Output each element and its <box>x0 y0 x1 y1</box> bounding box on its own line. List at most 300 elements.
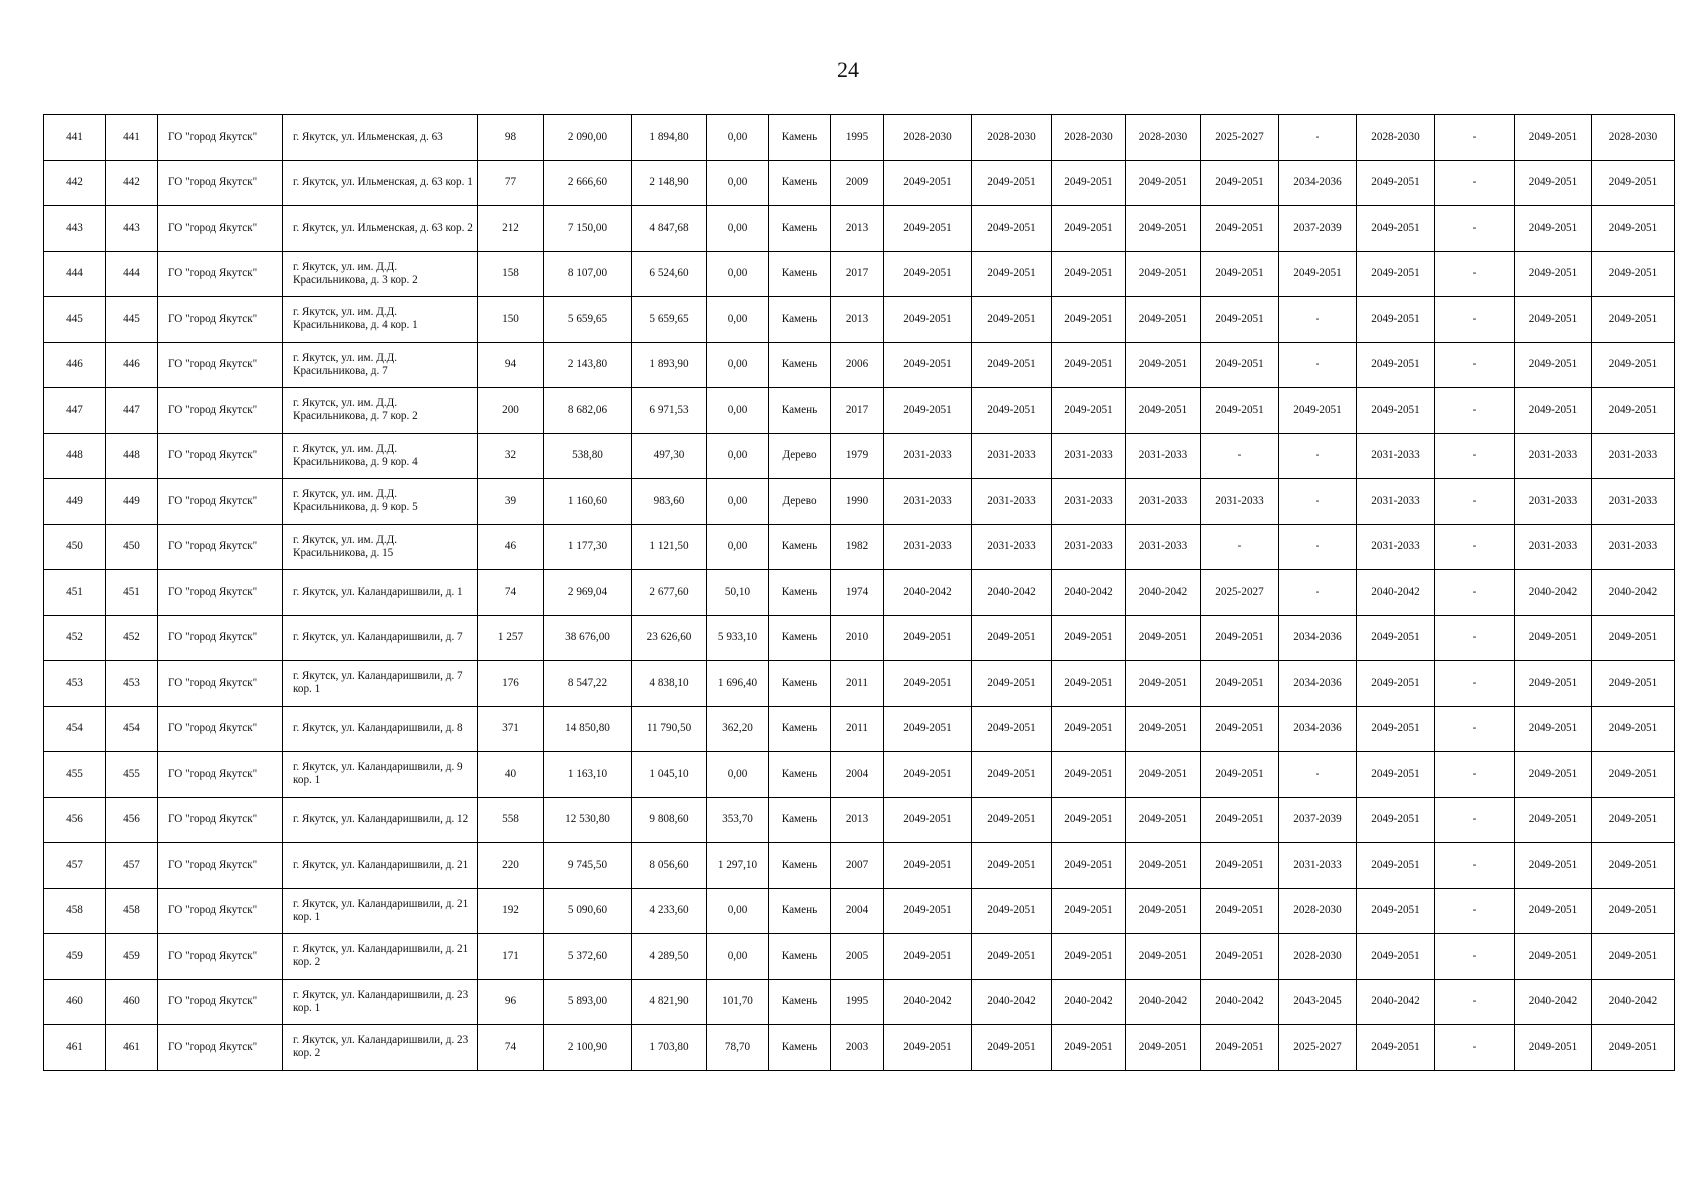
cell-repair-period-2: 2049-2051 <box>972 843 1052 889</box>
cell-residential-area: 983,60 <box>632 479 707 525</box>
cell-register-number: 455 <box>106 752 158 798</box>
cell-repair-period-9: 2049-2051 <box>1515 888 1592 934</box>
cell-residents: 32 <box>478 433 544 479</box>
cell-municipality: ГО "город Якутск" <box>158 888 283 934</box>
cell-residential-area: 4 233,60 <box>632 888 707 934</box>
table-row <box>44 433 1675 479</box>
cell-repair-period-2: 2028-2030 <box>972 115 1052 161</box>
cell-repair-period-9: 2049-2051 <box>1515 843 1592 889</box>
cell-nonresidential-area: 0,00 <box>707 160 769 206</box>
cell-repair-period-6: 2034-2036 <box>1279 160 1357 206</box>
cell-row-number: 459 <box>44 934 106 980</box>
cell-repair-period-4: 2049-2051 <box>1126 797 1201 843</box>
cell-row-number: 446 <box>44 342 106 388</box>
cell-repair-period-6: 2028-2030 <box>1279 934 1357 980</box>
cell-repair-period-9: 2040-2042 <box>1515 979 1592 1025</box>
cell-wall-material: Дерево <box>769 433 831 479</box>
cell-repair-period-9: 2049-2051 <box>1515 934 1592 980</box>
cell-repair-period-5: 2049-2051 <box>1201 297 1279 343</box>
cell-repair-period-9: 2049-2051 <box>1515 342 1592 388</box>
cell-repair-period-4: 2049-2051 <box>1126 706 1201 752</box>
cell-repair-period-8: - <box>1435 979 1515 1025</box>
cell-residents: 158 <box>478 251 544 297</box>
cell-repair-period-5: 2049-2051 <box>1201 706 1279 752</box>
cell-wall-material: Камень <box>769 388 831 434</box>
cell-repair-period-1: 2049-2051 <box>884 251 972 297</box>
cell-repair-period-10: 2031-2033 <box>1592 479 1675 525</box>
cell-register-number: 459 <box>106 934 158 980</box>
cell-nonresidential-area: 0,00 <box>707 524 769 570</box>
table-row <box>44 1025 1675 1071</box>
cell-repair-period-3: 2049-2051 <box>1052 706 1126 752</box>
cell-repair-period-3: 2028-2030 <box>1052 115 1126 161</box>
cell-address: г. Якутск, ул. Каландаришвили, д. 21 кор. 1 <box>283 888 478 934</box>
cell-repair-period-3: 2049-2051 <box>1052 297 1126 343</box>
cell-repair-period-6: - <box>1279 297 1357 343</box>
cell-repair-period-1: 2031-2033 <box>884 433 972 479</box>
cell-nonresidential-area: 50,10 <box>707 570 769 616</box>
cell-repair-period-1: 2049-2051 <box>884 843 972 889</box>
cell-repair-period-10: 2049-2051 <box>1592 297 1675 343</box>
cell-address: г. Якутск, ул. Ильменская, д. 63 кор. 2 <box>283 206 478 252</box>
cell-repair-period-2: 2049-2051 <box>972 706 1052 752</box>
cell-address: г. Якутск, ул. Каландаришвили, д. 23 кор. 2 <box>283 1025 478 1071</box>
cell-repair-period-6: 2034-2036 <box>1279 706 1357 752</box>
cell-address: г. Якутск, ул. Каландаришвили, д. 7 кор. 1 <box>283 661 478 707</box>
cell-repair-period-2: 2049-2051 <box>972 797 1052 843</box>
cell-repair-period-1: 2049-2051 <box>884 388 972 434</box>
cell-wall-material: Камень <box>769 342 831 388</box>
cell-repair-period-2: 2040-2042 <box>972 979 1052 1025</box>
cell-total-area: 9 745,50 <box>544 843 632 889</box>
cell-total-area: 8 682,06 <box>544 388 632 434</box>
cell-repair-period-1: 2049-2051 <box>884 342 972 388</box>
cell-build-year: 2004 <box>831 752 884 798</box>
cell-repair-period-7: 2049-2051 <box>1357 706 1435 752</box>
cell-wall-material: Камень <box>769 706 831 752</box>
cell-repair-period-8: - <box>1435 843 1515 889</box>
cell-repair-period-4: 2049-2051 <box>1126 1025 1201 1071</box>
cell-repair-period-5: 2049-2051 <box>1201 342 1279 388</box>
cell-residents: 150 <box>478 297 544 343</box>
cell-residential-area: 1 894,80 <box>632 115 707 161</box>
page-number: 24 <box>837 57 859 82</box>
cell-repair-period-4: 2031-2033 <box>1126 479 1201 525</box>
cell-residential-area: 1 121,50 <box>632 524 707 570</box>
cell-municipality: ГО "город Якутск" <box>158 160 283 206</box>
cell-build-year: 2017 <box>831 251 884 297</box>
cell-repair-period-7: 2049-2051 <box>1357 752 1435 798</box>
cell-repair-period-1: 2049-2051 <box>884 706 972 752</box>
cell-repair-period-10: 2049-2051 <box>1592 888 1675 934</box>
cell-nonresidential-area: 0,00 <box>707 888 769 934</box>
cell-municipality: ГО "город Якутск" <box>158 661 283 707</box>
cell-repair-period-9: 2049-2051 <box>1515 615 1592 661</box>
table-row <box>44 661 1675 707</box>
cell-residents: 74 <box>478 570 544 616</box>
cell-repair-period-7: 2031-2033 <box>1357 433 1435 479</box>
cell-row-number: 460 <box>44 979 106 1025</box>
cell-repair-period-3: 2040-2042 <box>1052 979 1126 1025</box>
cell-repair-period-3: 2049-2051 <box>1052 888 1126 934</box>
cell-residents: 40 <box>478 752 544 798</box>
cell-wall-material: Камень <box>769 752 831 798</box>
cell-row-number: 451 <box>44 570 106 616</box>
cell-total-area: 5 372,60 <box>544 934 632 980</box>
cell-municipality: ГО "город Якутск" <box>158 206 283 252</box>
cell-address: г. Якутск, ул. им. Д.Д. Красильникова, д. 7 кор. 2 <box>283 388 478 434</box>
cell-residents: 98 <box>478 115 544 161</box>
table-row <box>44 934 1675 980</box>
cell-total-area: 2 090,00 <box>544 115 632 161</box>
cell-residents: 77 <box>478 160 544 206</box>
cell-repair-period-9: 2049-2051 <box>1515 160 1592 206</box>
cell-build-year: 2009 <box>831 160 884 206</box>
cell-register-number: 444 <box>106 251 158 297</box>
cell-register-number: 457 <box>106 843 158 889</box>
cell-build-year: 2013 <box>831 206 884 252</box>
cell-register-number: 452 <box>106 615 158 661</box>
cell-repair-period-8: - <box>1435 888 1515 934</box>
cell-residential-area: 9 808,60 <box>632 797 707 843</box>
cell-build-year: 2007 <box>831 843 884 889</box>
cell-repair-period-7: 2031-2033 <box>1357 479 1435 525</box>
cell-repair-period-7: 2049-2051 <box>1357 934 1435 980</box>
cell-repair-period-9: 2049-2051 <box>1515 752 1592 798</box>
cell-municipality: ГО "город Якутск" <box>158 297 283 343</box>
cell-repair-period-3: 2049-2051 <box>1052 206 1126 252</box>
cell-repair-period-7: 2049-2051 <box>1357 888 1435 934</box>
cell-repair-period-7: 2049-2051 <box>1357 1025 1435 1071</box>
cell-total-area: 5 659,65 <box>544 297 632 343</box>
cell-residents: 74 <box>478 1025 544 1071</box>
cell-repair-period-5: 2031-2033 <box>1201 479 1279 525</box>
cell-repair-period-4: 2049-2051 <box>1126 752 1201 798</box>
cell-repair-period-6: - <box>1279 570 1357 616</box>
cell-repair-period-5: - <box>1201 433 1279 479</box>
cell-residents: 1 257 <box>478 615 544 661</box>
cell-nonresidential-area: 1 297,10 <box>707 843 769 889</box>
cell-row-number: 448 <box>44 433 106 479</box>
cell-nonresidential-area: 0,00 <box>707 934 769 980</box>
table-row <box>44 979 1675 1025</box>
cell-municipality: ГО "город Якутск" <box>158 479 283 525</box>
cell-repair-period-3: 2049-2051 <box>1052 661 1126 707</box>
cell-repair-period-1: 2049-2051 <box>884 1025 972 1071</box>
cell-repair-period-9: 2031-2033 <box>1515 433 1592 479</box>
cell-repair-period-3: 2049-2051 <box>1052 752 1126 798</box>
cell-address: г. Якутск, ул. Каландаришвили, д. 21 кор. 2 <box>283 934 478 980</box>
cell-repair-period-3: 2049-2051 <box>1052 342 1126 388</box>
cell-repair-period-9: 2049-2051 <box>1515 661 1592 707</box>
cell-wall-material: Камень <box>769 797 831 843</box>
table-row <box>44 115 1675 161</box>
cell-wall-material: Камень <box>769 661 831 707</box>
cell-nonresidential-area: 0,00 <box>707 433 769 479</box>
cell-municipality: ГО "город Якутск" <box>158 752 283 798</box>
cell-repair-period-8: - <box>1435 206 1515 252</box>
cell-register-number: 460 <box>106 979 158 1025</box>
cell-residents: 39 <box>478 479 544 525</box>
cell-address: г. Якутск, ул. Каландаришвили, д. 12 <box>283 797 478 843</box>
cell-repair-period-3: 2049-2051 <box>1052 934 1126 980</box>
cell-repair-period-4: 2049-2051 <box>1126 297 1201 343</box>
cell-repair-period-2: 2049-2051 <box>972 1025 1052 1071</box>
cell-row-number: 441 <box>44 115 106 161</box>
cell-repair-period-8: - <box>1435 797 1515 843</box>
cell-residential-area: 1 703,80 <box>632 1025 707 1071</box>
cell-residential-area: 1 045,10 <box>632 752 707 798</box>
cell-row-number: 461 <box>44 1025 106 1071</box>
cell-repair-period-2: 2049-2051 <box>972 888 1052 934</box>
cell-address: г. Якутск, ул. им. Д.Д. Красильникова, д. 4 кор. 1 <box>283 297 478 343</box>
cell-repair-period-7: 2049-2051 <box>1357 297 1435 343</box>
table-row <box>44 160 1675 206</box>
cell-residents: 46 <box>478 524 544 570</box>
cell-repair-period-10: 2049-2051 <box>1592 206 1675 252</box>
cell-total-area: 538,80 <box>544 433 632 479</box>
cell-nonresidential-area: 353,70 <box>707 797 769 843</box>
cell-repair-period-7: 2049-2051 <box>1357 843 1435 889</box>
cell-repair-period-10: 2049-2051 <box>1592 797 1675 843</box>
cell-total-area: 5 090,60 <box>544 888 632 934</box>
cell-repair-period-5: 2049-2051 <box>1201 388 1279 434</box>
cell-repair-period-10: 2049-2051 <box>1592 251 1675 297</box>
cell-row-number: 458 <box>44 888 106 934</box>
cell-repair-period-3: 2049-2051 <box>1052 615 1126 661</box>
cell-repair-period-7: 2049-2051 <box>1357 388 1435 434</box>
cell-repair-period-9: 2040-2042 <box>1515 570 1592 616</box>
cell-repair-period-8: - <box>1435 570 1515 616</box>
cell-wall-material: Камень <box>769 297 831 343</box>
cell-wall-material: Камень <box>769 1025 831 1071</box>
cell-wall-material: Камень <box>769 888 831 934</box>
cell-register-number: 442 <box>106 160 158 206</box>
cell-residents: 220 <box>478 843 544 889</box>
cell-repair-period-8: - <box>1435 160 1515 206</box>
cell-row-number: 444 <box>44 251 106 297</box>
cell-municipality: ГО "город Якутск" <box>158 934 283 980</box>
cell-repair-period-10: 2049-2051 <box>1592 752 1675 798</box>
cell-nonresidential-area: 0,00 <box>707 115 769 161</box>
cell-repair-period-9: 2049-2051 <box>1515 706 1592 752</box>
cell-repair-period-9: 2049-2051 <box>1515 115 1592 161</box>
cell-address: г. Якутск, ул. Ильменская, д. 63 <box>283 115 478 161</box>
cell-repair-period-1: 2049-2051 <box>884 661 972 707</box>
cell-repair-period-10: 2040-2042 <box>1592 979 1675 1025</box>
cell-repair-period-8: - <box>1435 433 1515 479</box>
cell-repair-period-9: 2031-2033 <box>1515 479 1592 525</box>
cell-repair-period-6: - <box>1279 752 1357 798</box>
cell-repair-period-2: 2049-2051 <box>972 206 1052 252</box>
cell-repair-period-4: 2049-2051 <box>1126 388 1201 434</box>
cell-repair-period-1: 2049-2051 <box>884 160 972 206</box>
cell-address: г. Якутск, ул. Каландаришвили, д. 1 <box>283 570 478 616</box>
cell-nonresidential-area: 101,70 <box>707 979 769 1025</box>
cell-repair-period-9: 2049-2051 <box>1515 297 1592 343</box>
cell-wall-material: Камень <box>769 115 831 161</box>
cell-repair-period-6: - <box>1279 115 1357 161</box>
cell-repair-period-1: 2049-2051 <box>884 752 972 798</box>
table-row <box>44 206 1675 252</box>
cell-repair-period-6: 2049-2051 <box>1279 251 1357 297</box>
cell-municipality: ГО "город Якутск" <box>158 843 283 889</box>
cell-nonresidential-area: 0,00 <box>707 297 769 343</box>
cell-municipality: ГО "город Якутск" <box>158 115 283 161</box>
cell-repair-period-9: 2049-2051 <box>1515 797 1592 843</box>
cell-total-area: 8 107,00 <box>544 251 632 297</box>
cell-repair-period-4: 2049-2051 <box>1126 888 1201 934</box>
cell-nonresidential-area: 362,20 <box>707 706 769 752</box>
cell-build-year: 1995 <box>831 115 884 161</box>
cell-residential-area: 4 847,68 <box>632 206 707 252</box>
cell-repair-period-2: 2049-2051 <box>972 342 1052 388</box>
cell-repair-period-6: - <box>1279 479 1357 525</box>
cell-row-number: 457 <box>44 843 106 889</box>
cell-repair-period-6: 2049-2051 <box>1279 388 1357 434</box>
cell-build-year: 2013 <box>831 297 884 343</box>
cell-repair-period-4: 2049-2051 <box>1126 342 1201 388</box>
cell-repair-period-9: 2049-2051 <box>1515 251 1592 297</box>
cell-repair-period-2: 2031-2033 <box>972 524 1052 570</box>
cell-row-number: 454 <box>44 706 106 752</box>
cell-total-area: 2 100,90 <box>544 1025 632 1071</box>
cell-row-number: 456 <box>44 797 106 843</box>
cell-total-area: 1 163,10 <box>544 752 632 798</box>
cell-repair-period-4: 2049-2051 <box>1126 160 1201 206</box>
cell-repair-period-4: 2040-2042 <box>1126 979 1201 1025</box>
cell-repair-period-2: 2031-2033 <box>972 479 1052 525</box>
cell-register-number: 447 <box>106 388 158 434</box>
cell-repair-period-2: 2049-2051 <box>972 661 1052 707</box>
cell-repair-period-7: 2040-2042 <box>1357 979 1435 1025</box>
cell-repair-period-7: 2049-2051 <box>1357 251 1435 297</box>
cell-total-area: 8 547,22 <box>544 661 632 707</box>
cell-build-year: 2010 <box>831 615 884 661</box>
cell-repair-period-1: 2031-2033 <box>884 479 972 525</box>
cell-repair-period-7: 2049-2051 <box>1357 160 1435 206</box>
cell-repair-period-10: 2028-2030 <box>1592 115 1675 161</box>
cell-repair-period-9: 2049-2051 <box>1515 1025 1592 1071</box>
cell-repair-period-3: 2040-2042 <box>1052 570 1126 616</box>
cell-repair-period-6: 2034-2036 <box>1279 615 1357 661</box>
cell-address: г. Якутск, ул. Каландаришвили, д. 23 кор. 1 <box>283 979 478 1025</box>
cell-municipality: ГО "город Якутск" <box>158 1025 283 1071</box>
cell-repair-period-4: 2031-2033 <box>1126 524 1201 570</box>
cell-build-year: 2006 <box>831 342 884 388</box>
table-row <box>44 297 1675 343</box>
cell-repair-period-3: 2031-2033 <box>1052 524 1126 570</box>
cell-repair-period-7: 2028-2030 <box>1357 115 1435 161</box>
cell-repair-period-1: 2031-2033 <box>884 524 972 570</box>
cell-build-year: 2005 <box>831 934 884 980</box>
cell-repair-period-1: 2049-2051 <box>884 615 972 661</box>
cell-residential-area: 23 626,60 <box>632 615 707 661</box>
cell-municipality: ГО "город Якутск" <box>158 342 283 388</box>
cell-row-number: 452 <box>44 615 106 661</box>
cell-repair-period-2: 2049-2051 <box>972 752 1052 798</box>
cell-build-year: 2011 <box>831 661 884 707</box>
cell-wall-material: Дерево <box>769 479 831 525</box>
cell-address: г. Якутск, ул. Каландаришвили, д. 7 <box>283 615 478 661</box>
cell-repair-period-8: - <box>1435 524 1515 570</box>
cell-residential-area: 4 821,90 <box>632 979 707 1025</box>
cell-repair-period-5: 2025-2027 <box>1201 570 1279 616</box>
cell-nonresidential-area: 0,00 <box>707 342 769 388</box>
cell-repair-period-1: 2049-2051 <box>884 934 972 980</box>
cell-total-area: 2 143,80 <box>544 342 632 388</box>
cell-repair-period-8: - <box>1435 297 1515 343</box>
cell-repair-period-5: - <box>1201 524 1279 570</box>
cell-residential-area: 4 289,50 <box>632 934 707 980</box>
cell-repair-period-7: 2049-2051 <box>1357 615 1435 661</box>
cell-repair-period-5: 2049-2051 <box>1201 934 1279 980</box>
cell-repair-period-6: 2037-2039 <box>1279 206 1357 252</box>
cell-repair-period-9: 2031-2033 <box>1515 524 1592 570</box>
cell-row-number: 453 <box>44 661 106 707</box>
cell-repair-period-6: 2025-2027 <box>1279 1025 1357 1071</box>
cell-wall-material: Камень <box>769 570 831 616</box>
cell-repair-period-8: - <box>1435 115 1515 161</box>
cell-wall-material: Камень <box>769 979 831 1025</box>
cell-register-number: 449 <box>106 479 158 525</box>
cell-repair-period-9: 2049-2051 <box>1515 388 1592 434</box>
cell-repair-period-8: - <box>1435 615 1515 661</box>
cell-repair-period-1: 2040-2042 <box>884 979 972 1025</box>
cell-address: г. Якутск, ул. Каландаришвили, д. 8 <box>283 706 478 752</box>
cell-address: г. Якутск, ул. им. Д.Д. Красильникова, д. 7 <box>283 342 478 388</box>
cell-repair-period-8: - <box>1435 251 1515 297</box>
cell-municipality: ГО "город Якутск" <box>158 797 283 843</box>
cell-repair-period-8: - <box>1435 1025 1515 1071</box>
table-row <box>44 479 1675 525</box>
cell-residential-area: 11 790,50 <box>632 706 707 752</box>
cell-repair-period-9: 2049-2051 <box>1515 206 1592 252</box>
cell-build-year: 2017 <box>831 388 884 434</box>
cell-repair-period-2: 2031-2033 <box>972 433 1052 479</box>
cell-repair-period-5: 2049-2051 <box>1201 797 1279 843</box>
cell-register-number: 441 <box>106 115 158 161</box>
cell-row-number: 450 <box>44 524 106 570</box>
cell-repair-period-5: 2049-2051 <box>1201 888 1279 934</box>
cell-build-year: 2004 <box>831 888 884 934</box>
cell-repair-period-10: 2031-2033 <box>1592 433 1675 479</box>
cell-repair-period-4: 2049-2051 <box>1126 934 1201 980</box>
cell-nonresidential-area: 78,70 <box>707 1025 769 1071</box>
cell-repair-period-1: 2049-2051 <box>884 297 972 343</box>
cell-total-area: 12 530,80 <box>544 797 632 843</box>
cell-repair-period-10: 2040-2042 <box>1592 570 1675 616</box>
cell-register-number: 461 <box>106 1025 158 1071</box>
cell-address: г. Якутск, ул. Каландаришвили, д. 21 <box>283 843 478 889</box>
cell-residents: 212 <box>478 206 544 252</box>
housing-repair-schedule-table <box>43 114 1675 1071</box>
table-row <box>44 342 1675 388</box>
cell-repair-period-5: 2049-2051 <box>1201 1025 1279 1071</box>
cell-municipality: ГО "город Якутск" <box>158 433 283 479</box>
cell-repair-period-6: - <box>1279 524 1357 570</box>
cell-register-number: 450 <box>106 524 158 570</box>
cell-repair-period-2: 2049-2051 <box>972 297 1052 343</box>
table-row <box>44 570 1675 616</box>
cell-wall-material: Камень <box>769 615 831 661</box>
cell-repair-period-1: 2049-2051 <box>884 797 972 843</box>
cell-repair-period-6: 2037-2039 <box>1279 797 1357 843</box>
cell-nonresidential-area: 0,00 <box>707 206 769 252</box>
cell-total-area: 14 850,80 <box>544 706 632 752</box>
cell-repair-period-8: - <box>1435 706 1515 752</box>
cell-municipality: ГО "город Якутск" <box>158 706 283 752</box>
